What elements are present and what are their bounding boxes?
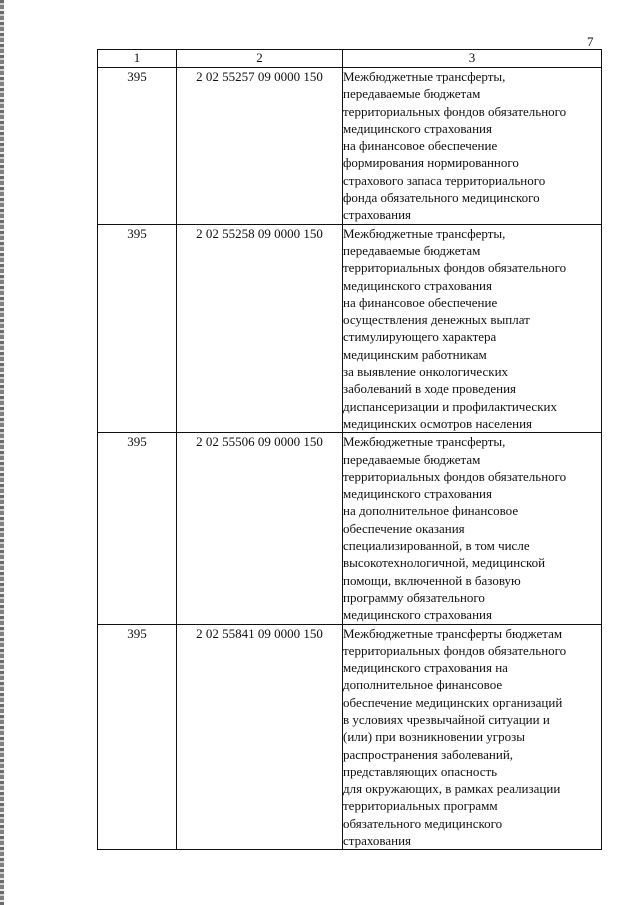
description-line: формирования нормированного [343, 155, 519, 171]
description-line: территориальных фондов обязательного [343, 468, 567, 484]
description-line: передаваемые бюджетам [343, 451, 481, 467]
income-code-cell: 2 02 55258 09 0000 150 [177, 224, 343, 433]
description-line: обеспечение оказания [343, 520, 465, 536]
description-line: передаваемые бюджетам [343, 86, 481, 102]
description-line: распространения заболеваний, [343, 746, 514, 762]
column-header-1: 1 [98, 50, 177, 68]
description-line: территориальных программ [343, 798, 498, 814]
table-row [98, 68, 602, 225]
page-number: 7 [587, 34, 594, 49]
description-line: медицинского страхования [343, 277, 492, 293]
description-line: медицинского страхования на [343, 660, 508, 676]
income-codes-table [97, 49, 602, 850]
description-line: территориальных фондов обязательного [343, 103, 567, 119]
description-line: медицинского страхования [343, 486, 492, 502]
description-line: обязательного медицинского [343, 815, 503, 831]
description-line: за выявление онкологических [343, 364, 509, 380]
income-code-cell: 2 02 55257 09 0000 150 [177, 68, 343, 225]
description-line: Межбюджетные трансферты, [343, 225, 506, 241]
description-line: медицинского страхования [343, 120, 492, 136]
description-cell [343, 68, 602, 225]
table-row [98, 224, 602, 433]
description-line: специализированной, в том числе [343, 538, 530, 554]
description-line: (или) при возникновении угрозы [343, 729, 525, 745]
binding-edge [0, 0, 4, 905]
table-header-row [98, 50, 602, 68]
description-line: страхового запаса территориального [343, 172, 546, 188]
table-row [98, 433, 602, 624]
description-line: заболеваний в ходе проведения [343, 381, 517, 397]
description-line: в условиях чрезвычайной ситуации и [343, 711, 550, 727]
description-line: фонда обязательного медицинского [343, 190, 540, 206]
column-header-3: 3 [343, 50, 602, 68]
description-line: медицинских осмотров населения [343, 415, 533, 431]
description-line: медицинского страхования [343, 607, 492, 623]
description-line: для окружающих, в рамках реализации [343, 781, 561, 797]
admin-code-cell: 395 [98, 224, 177, 433]
income-code-cell: 2 02 55841 09 0000 150 [177, 624, 343, 850]
table-row [98, 624, 602, 850]
description-line: осуществления денежных выплат [343, 312, 530, 328]
description-line: диспансеризации и профилактических [343, 398, 557, 414]
column-header-2: 2 [177, 50, 343, 68]
description-line: представляющих опасность [343, 763, 498, 779]
income-code-cell: 2 02 55506 09 0000 150 [177, 433, 343, 624]
description-line: на финансовое обеспечение [343, 294, 498, 310]
description-line: Межбюджетные трансферты, [343, 434, 506, 450]
description-line: помощи, включенной в базовую [343, 572, 521, 588]
description-line: страхования [343, 207, 412, 223]
description-line: передаваемые бюджетам [343, 242, 481, 258]
description-line: обеспечение медицинских организаций [343, 694, 563, 710]
description-line: медицинским работникам [343, 346, 487, 362]
description-line: страхования [343, 833, 412, 849]
description-cell [343, 624, 602, 850]
description-line: программу обязательного [343, 589, 485, 605]
description-line: на дополнительное финансовое [343, 503, 519, 519]
description-line: территориальных фондов обязательного [343, 642, 567, 658]
description-cell [343, 433, 602, 624]
description-line: территориальных фондов обязательного [343, 260, 567, 276]
description-line: высокотехнологичной, медицинской [343, 555, 546, 571]
description-line: на финансовое обеспечение [343, 138, 498, 154]
description-line: стимулирующего характера [343, 329, 497, 345]
description-line: Межбюджетные трансферты бюджетам [343, 625, 563, 641]
admin-code-cell: 395 [98, 624, 177, 850]
description-cell [343, 224, 602, 433]
admin-code-cell: 395 [98, 68, 177, 225]
description-line: дополнительное финансовое [343, 677, 503, 693]
admin-code-cell: 395 [98, 433, 177, 624]
description-line: Межбюджетные трансферты, [343, 69, 506, 84]
